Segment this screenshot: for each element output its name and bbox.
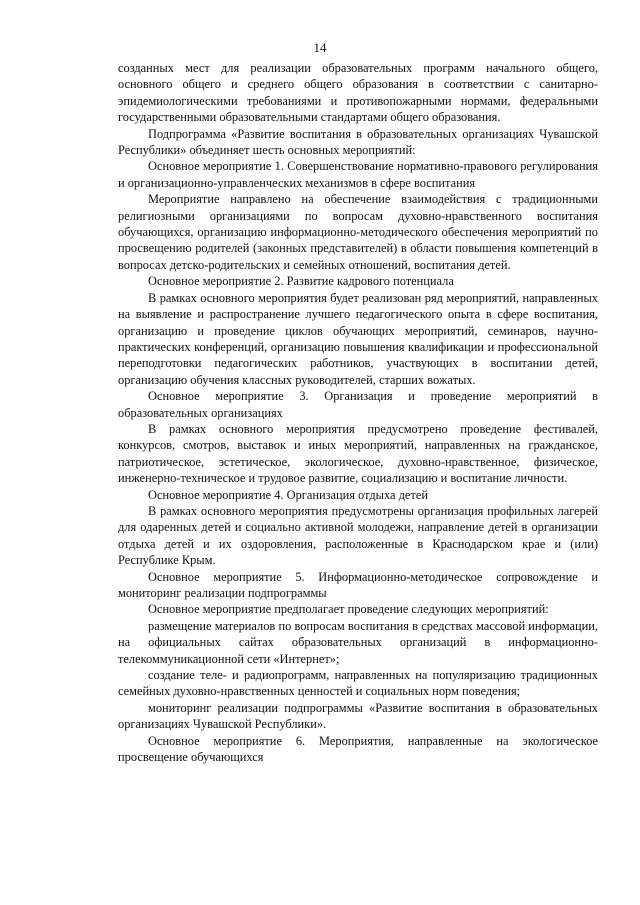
paragraph: Основное мероприятие 3. Организация и проведение мероприятий в образовательных организациях [118,389,598,420]
paragraph: размещение материалов по вопросам воспитания в средствах массовой информации, на официальных сайтах образовательных организаций в информационно-телекоммуникационной сети «Интернет»; [118,618,598,666]
paragraph: создание теле- и радиопрограмм, направленных на популяризацию традиционных семейных духовно-нравственных ценностей и социальных норм поведения; [118,668,598,699]
paragraph: созданных мест для реализации образовательных программ начального общего, основного общего и среднего общего образования в соответствии с санитарно-эпидемиологическими требованиями и противопожарными нормами, федеральными государственными образовательными стандартами общего образования. [118,61,598,125]
paragraph: В рамках основного мероприятия предусмотрены организация профильных лагерей для одаренных детей и социально активной молодежи, направление детей в организации отдыха детей и их оздоровления, расположенные в Краснодарском крае и (или) Республике Крым. [118,503,598,568]
paragraph: В рамках основного мероприятия предусмотрено проведение фестивалей, конкурсов, смотров, выставок и иных мероприятий, направленных на гражданское, патриотическое, эстетическое, экологическое, духовно-нравственное, физическое, инженерно-техническое и трудовое развитие, социализацию и воспитание личности. [118,421,598,486]
paragraph: Основное мероприятие 6. Мероприятия, направленные на экологическое просвещение обучающихся [118,733,598,765]
paragraph: Подпрограмма «Развитие воспитания в образовательных организациях Чувашской Республики» объединяет шесть основных мероприятий: [118,126,598,158]
paragraph: Основное мероприятие предполагает проведение следующих мероприятий: [148,602,549,617]
paragraph: мониторинг реализации подпрограммы «Развитие воспитания в образовательных организациях Чувашской Республики». [118,700,598,732]
paragraph: Основное мероприятие 2. Развитие кадрового потенциала [148,274,454,289]
document-body [118,60,598,765]
paragraph: В рамках основного мероприятия будет реализован ряд мероприятий, направленных на выявление и распространение лучшего педагогического опыта в сфере воспитания, организацию и проведение циклов обучающих мероприятий, семинаров, научно-практических конференций, организацию повышения квалификации и профессиональной переподготовки педагогических работников, участвующих в воспитании детей, организацию обучения классных руководителей, старших вожатых. [118,290,598,387]
page-number: 14 [313,40,327,55]
paragraph: Основное мероприятие 1. Совершенствование нормативно-правового регулирования и организационно-управленческих механизмов в сфере воспитания [118,159,598,190]
paragraph: Основное мероприятие 5. Информационно-методическое сопровождение и мониторинг реализации подпрограммы [118,569,598,600]
paragraph: Основное мероприятие 4. Организация отдыха детей [148,487,428,502]
paragraph: Мероприятие направлено на обеспечение взаимодействия с традиционными религиозными организациями по вопросам духовно-нравственного воспитания обучающихся, организацию информационно-методического обеспечения мероприятий по просвещению родителей (законных представителей) в области повышения компетенций в вопросах детско-родительских и семейных отношений, воспитания детей. [118,192,598,272]
